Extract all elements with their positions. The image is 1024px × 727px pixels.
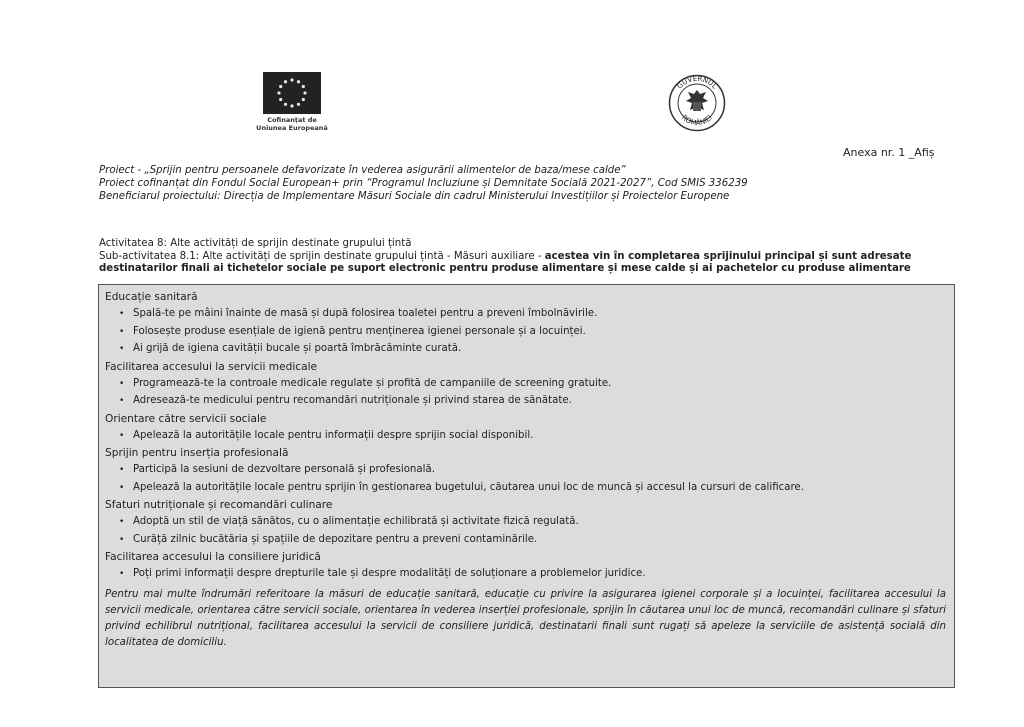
list-item-text: Spală-te pe mâini înainte de masă și după folosirea toaletei pentru a preveni îmbolnăvirile.: [133, 308, 598, 319]
eu-flag-logo: [263, 72, 321, 114]
list-item-text: Adresează-te medicului pentru recomandări nutriționale și privind starea de sănătate.: [133, 395, 572, 406]
list-item: [105, 343, 946, 356]
bullet-icon: •: [119, 569, 125, 579]
bullet-icon: •: [119, 396, 125, 406]
sub-activity-bold-text-1: acestea vin în completarea sprijinului principal și sunt adresate: [544, 250, 912, 262]
list-item-text: Participă la sesiuni de dezvoltare personală și profesională.: [133, 464, 435, 475]
sub-activity-text: Alte activități de sprijin destinate grupului țintă - Măsuri auxiliare -: [202, 250, 542, 262]
eu-star-icon: [279, 98, 282, 101]
list-item: [105, 326, 946, 339]
project-title: Proiect - „Sprijin pentru persoanele defavorizate în vederea asigurării alimentelor de baza/mese calde”: [99, 165, 626, 176]
eu-caption: [247, 116, 337, 132]
eu-star-icon: [290, 104, 293, 107]
eu-star-icon: [302, 98, 305, 101]
list-item: [105, 534, 946, 547]
annex-label: Anexa nr. 1 _Afiș: [843, 146, 935, 159]
bullet-icon: •: [119, 465, 125, 475]
sections-container: [105, 291, 946, 581]
list-item-text: Poți primi informații despre drepturile tale și despre modalități de soluționare a problemelor juridice.: [133, 568, 646, 579]
svg-text:ROMÂNIEI: ROMÂNIEI: [680, 113, 714, 128]
eu-star-icon: [279, 85, 282, 88]
sub-activity-label: Sub-activitatea 8.1:: [99, 250, 200, 262]
project-cofinanced: Proiect cofinanțat din Fondul Social European+ prin “Programul Incluziune și Demnitate Socială 2021-2027”, Cod SMIS 336239: [99, 178, 748, 189]
eu-star-icon: [302, 85, 305, 88]
bullet-icon: •: [119, 430, 125, 441]
list-item-text: Ai grijă de igiena cavității bucale și poartă îmbrăcăminte curată.: [133, 343, 462, 354]
list-item: [105, 430, 946, 443]
section-title: Sfaturi nutriționale și recomandări culinare: [105, 499, 333, 511]
section-title: Sprijin pentru inserția profesională: [105, 447, 289, 459]
eu-star-icon: [284, 103, 287, 106]
section-title: Facilitarea accesului la consiliere juridică: [105, 551, 321, 563]
list-item: [105, 395, 946, 408]
activity-line: [99, 238, 939, 251]
bullet-icon: •: [119, 534, 125, 545]
bullet-icon: •: [119, 344, 125, 354]
eu-star-icon: [303, 91, 306, 94]
list-item-text: Apelează la autoritățile locale pentru informații despre sprijin social disponibil.: [133, 429, 534, 441]
project-info: [99, 164, 939, 203]
list-item: [105, 308, 946, 321]
list-item-text: Programează-te la controale medicale regulate și profită de campaniile de screening gratuite.: [133, 377, 612, 389]
svg-text:GUVERNUL: GUVERNUL: [675, 74, 719, 91]
activity-info: [99, 238, 939, 276]
eu-star-icon: [297, 80, 300, 83]
project-beneficiary: Beneficiarul proiectului: Direcția de Implementare Măsuri Sociale din cadrul Ministerului Investițiilor și Proiectelor Europene: [99, 191, 730, 202]
list-item: [105, 516, 946, 529]
section-title: Facilitarea accesului la servicii medicale: [105, 360, 318, 373]
eu-caption-line1: Cofinanțat de: [267, 116, 317, 124]
bullet-icon: •: [119, 326, 125, 337]
list-item-text: Curăță zilnic bucătăria și spațiile de depozitare pentru a preveni contaminările.: [133, 533, 538, 545]
bullet-icon: •: [119, 378, 125, 389]
sub-activity-line: [99, 251, 939, 264]
sub-activity-bold-text-2: destinatarilor finali ai tichetelor sociale pe suport electronic pentru produse alimentare și mese calde și ai pachetelor cu produse alimentare: [99, 263, 911, 274]
government-seal-logo: [668, 74, 726, 132]
eu-caption-line2: Uniunea Europeană: [256, 124, 328, 132]
list-item: [105, 482, 946, 495]
bullet-icon: •: [119, 482, 125, 493]
section-title: Educație sanitară: [105, 291, 198, 303]
footer-note: Pentru mai multe îndrumări referitoare la măsuri de educație sanitară, educație cu privire la asigurarea igienei corporale și a locuinței, facilitarea accesului la servicii medicale, orientarea către servicii sociale, orientarea în vederea inserției profesionale, sprijin în căutarea unui loc de muncă, recomandări culinare și sfaturi privind echilibrul nutrițional, facilitarea accesului la servicii de consiliere juridică, destinatarii finali sunt rugați să apeleze la serviciile de asistență socială din localitatea de domiciliu.: [105, 588, 946, 648]
bullet-icon: •: [119, 517, 125, 527]
list-item: [105, 378, 946, 391]
activity-label: Activitatea 8:: [99, 238, 167, 249]
eu-star-icon: [290, 78, 293, 81]
activity-text: Alte activități de sprijin destinate grupului țintă: [170, 238, 412, 249]
eu-star-icon: [297, 103, 300, 106]
list-item: [105, 568, 946, 581]
bullet-icon: •: [119, 309, 125, 319]
list-item: [105, 464, 946, 477]
list-item-text: Adoptă un stil de viață sănătos, cu o alimentație echilibrată și activitate fizică regulată.: [133, 516, 579, 527]
eu-star-icon: [284, 80, 287, 83]
eu-star-icon: [277, 91, 280, 94]
list-item-text: Apelează la autoritățile locale pentru sprijin în gestionarea bugetului, căutarea unui loc de muncă și accesul la cursuri de calificare.: [133, 481, 804, 493]
measures-box: [98, 284, 955, 688]
section-title: Orientare către servicii sociale: [105, 412, 267, 425]
list-item-text: Folosește produse esențiale de igienă pentru menținerea igienei personale și a locuinței.: [133, 325, 586, 337]
